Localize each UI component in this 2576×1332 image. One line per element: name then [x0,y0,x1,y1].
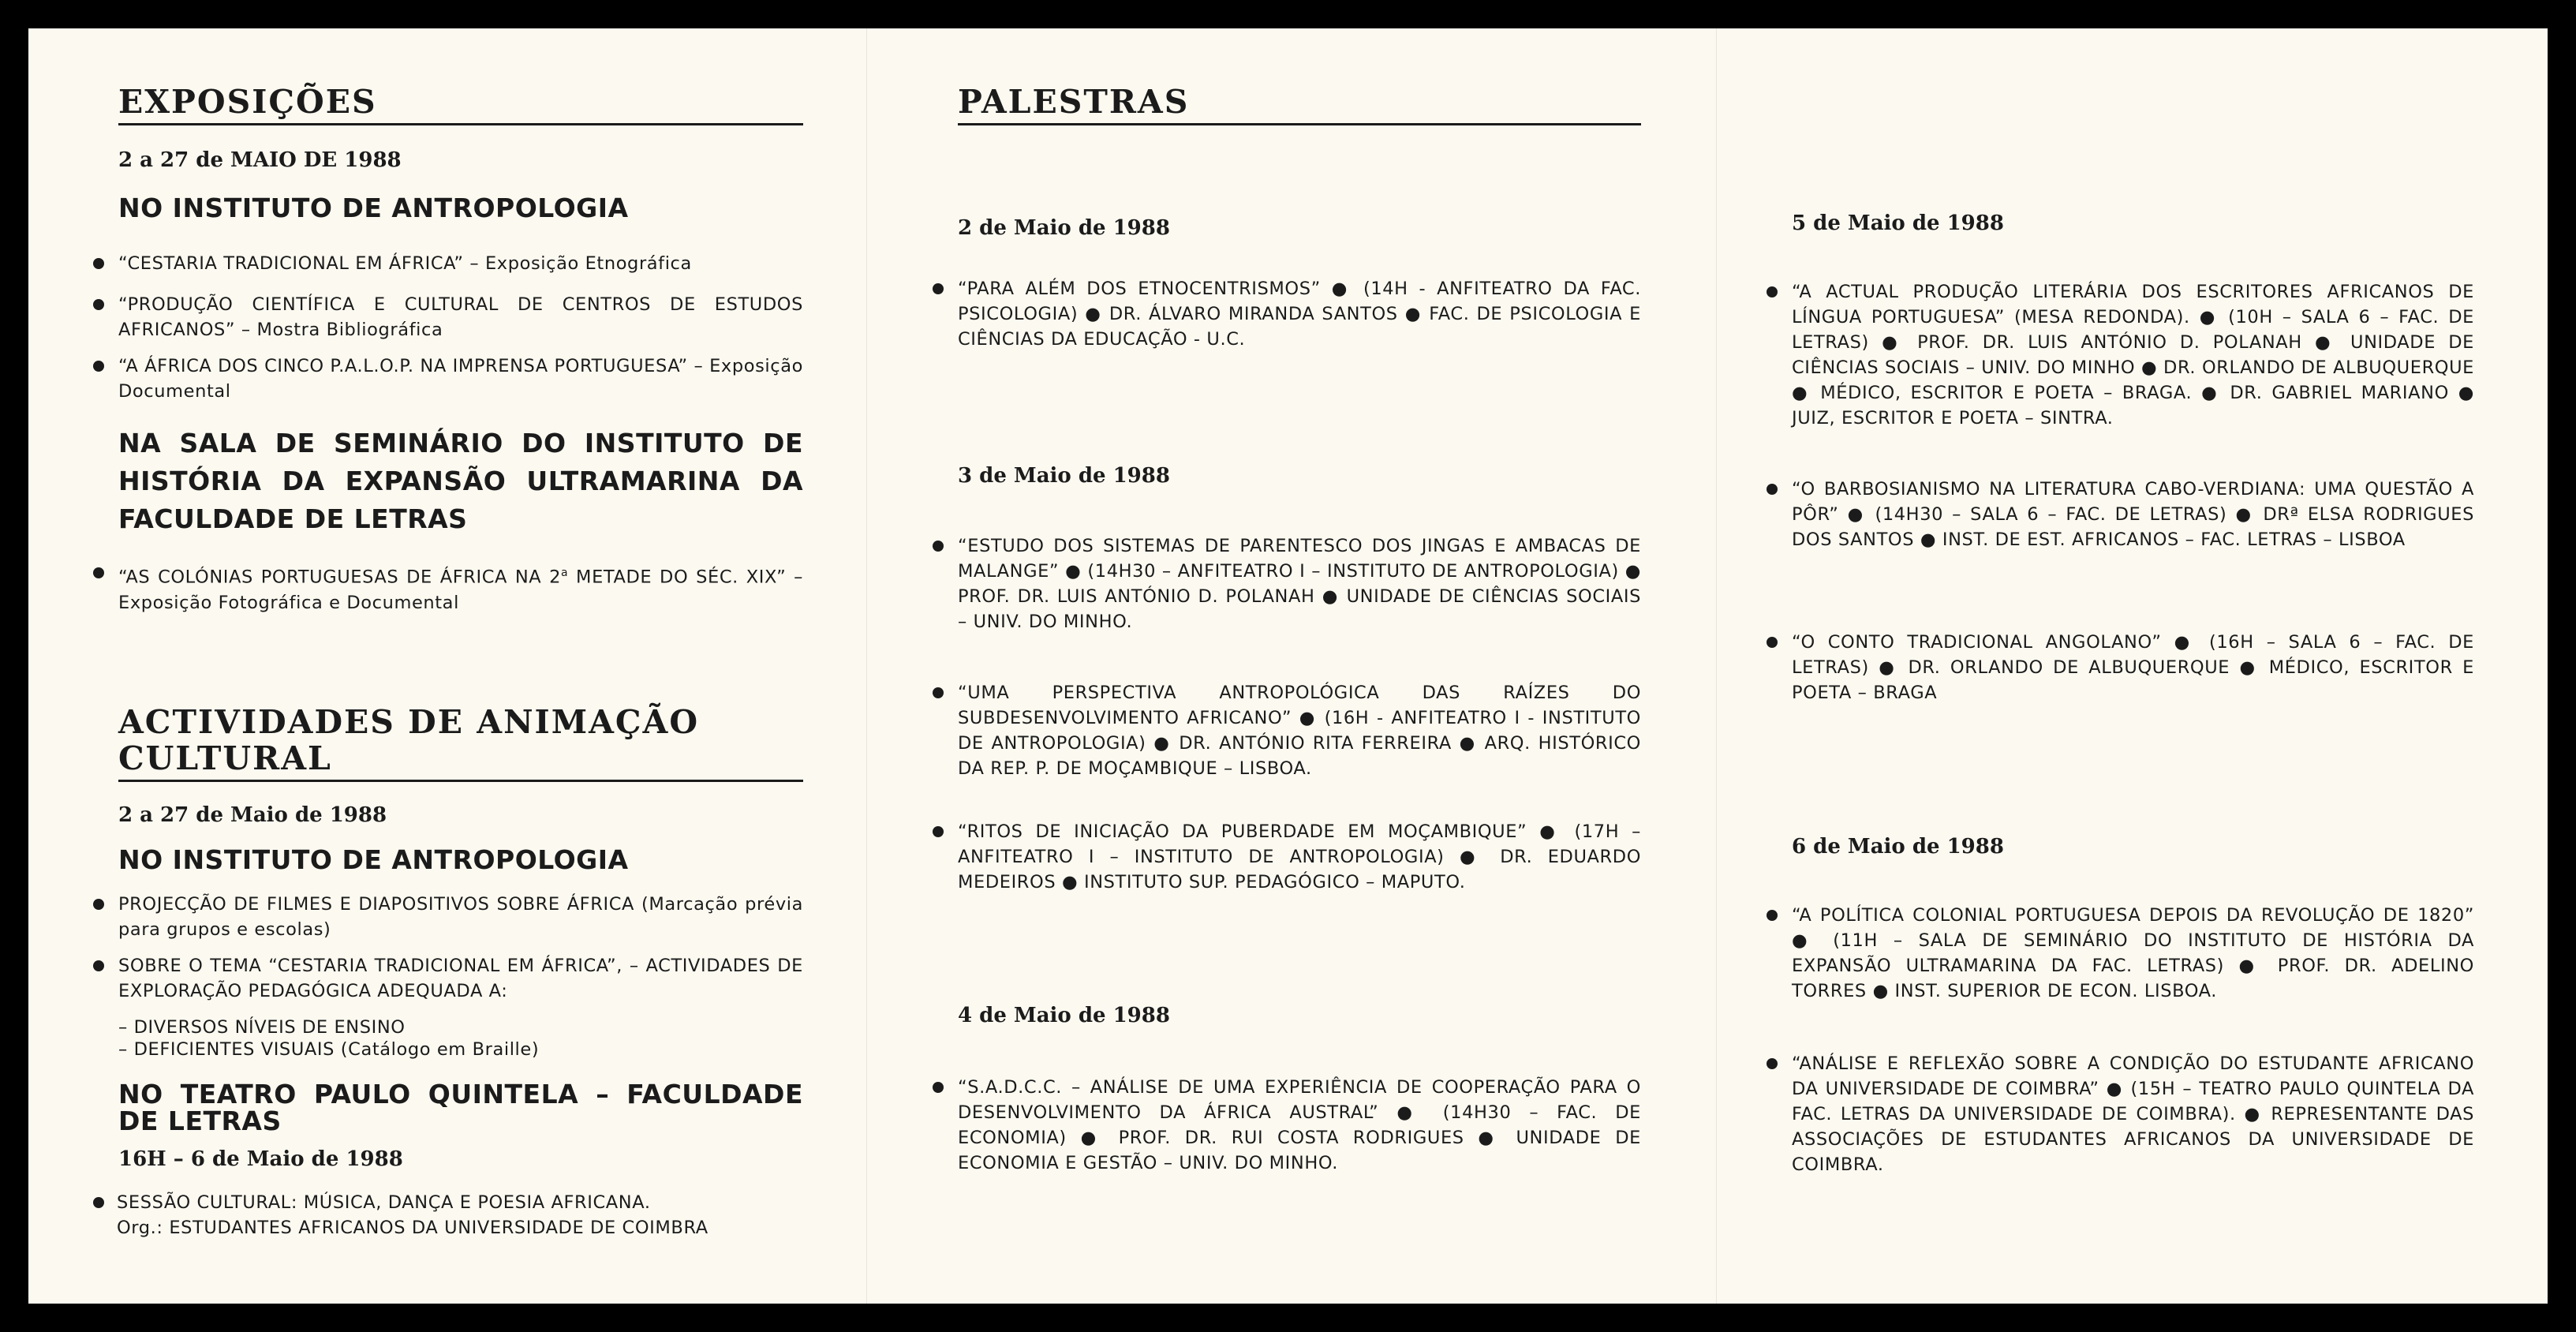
list-item: “A ÁFRICA DOS CINCO P.A.L.O.P. NA IMPRENSA PORTUGUESA” – Exposição Documental [118,354,803,404]
list-item: PROJECÇÃO DE FILMES E DIAPOSITIVOS SOBRE ÁFRICA (Marcação prévia para grupos e escolas) [118,892,803,942]
lecture-item: “RITOS DE INICIAÇÃO DA PUBERDADE EM MOÇAMBIQUE” ● (17H – ANFITEATRO I – INSTITUTO DE ANTROPOLOGIA) ● DR. EDUARDO MEDEIROS ● INSTITUTO SUP. PEDAGÓGICO – MAPUTO. [958,819,1641,895]
list-item: SESSÃO CULTURAL: MÚSICA, DANÇA E POESIA AFRICANA. [117,1190,803,1215]
bullet-icon [93,567,104,578]
bullet-icon [933,283,944,294]
lecture-item: “A POLÍTICA COLONIAL PORTUGUESA DEPOIS DA REVOLUÇÃO DE 1820” ● (11H – SALA DE SEMINÁRIO DO INSTITUTO DE HISTÓRIA DA EXPANSÃO ULTRAMARINA DA FAC. LETRAS) ● PROF. DR. ADELINO TORRES ● INST. SUPERIOR DE ECON. LISBOA. [1792,903,2474,1004]
bullet-icon [1767,910,1778,921]
bullet-icon [93,299,104,310]
bullet-icon [1767,637,1778,648]
title-rule [958,123,1641,125]
bullet-icon [93,899,104,910]
date-heading: 4 de Maio de 1988 [958,1004,1170,1027]
bullet-icon [933,1082,944,1093]
date-heading: 2 de Maio de 1988 [958,216,1170,240]
lecture-item: “O CONTO TRADICIONAL ANGOLANO” ● (16H – SALA 6 – FAC. DE LETRAS) ● DR. ORLANDO DE ALBUQUERQUE ● MÉDICO, ESCRITOR E POETA – BRAGA [1792,630,2474,705]
bullet-icon [933,687,944,698]
lecture-item: “A ACTUAL PRODUÇÃO LITERÁRIA DOS ESCRITORES AFRICANOS DE LÍNGUA PORTUGUESA” (MESA REDONDA). ● (10H – SALA 6 – FAC. DE LETRAS) ● PROF. DR. LUIS ANTÓNIO D. POLANAH ● UNIDADE DE CIÊNCIAS SOCIAIS – UNIV. DO MINHO ● DR. ORLANDO DE ALBUQUERQUE ● MÉDICO, ESCRITOR E POETA – BRAGA. ● DR. GABRIEL MARIANO ● JUIZ, ESCRITOR E POETA – SINTRA. [1792,279,2474,431]
left-panel [28,28,866,1304]
bullet-icon [93,1197,104,1208]
venue-heading: NO INSTITUTO DE ANTROPOLOGIA [118,193,629,223]
list-item: “AS COLÓNIAS PORTUGUESAS DE ÁFRICA NA 2$^a$ METADE DO SÉC. XIX” – Exposição Fotográfica e Documental [118,560,803,615]
lecture-item: “ESTUDO DOS SISTEMAS DE PARENTESCO DOS JINGAS E AMBACAS DE MALANGE” ● (14H30 – ANFITEATRO I – INSTITUTO DE ANTROPOLOGIA) ● PROF. DR. LUIS ANTÓNIO D. POLANAH ● UNIDADE DE CIÊNCIAS SOCIAIS – UNIV. DO MINHO. [958,533,1641,634]
actividades-dates: 2 a 27 de Maio de 1988 [118,803,387,827]
bullet-icon [93,960,104,971]
list-item: “CESTARIA TRADICIONAL EM ÁFRICA” – Exposição Etnográfica [118,251,803,276]
event-time: 16H – 6 de Maio de 1988 [118,1147,403,1171]
bullet-icon [1767,484,1778,495]
venue-heading: NA SALA DE SEMINÁRIO DO INSTITUTO DE HISTÓRIA DA EXPANSÃO ULTRAMARINA DA FACULDADE DE LETRAS [118,428,803,534]
right-panel [1716,28,2548,1304]
date-heading: 6 de Maio de 1988 [1792,835,2004,859]
sublist-item: – DIVERSOS NÍVEIS DE ENSINO [118,1017,406,1038]
lecture-item: “PARA ALÉM DOS ETNOCENTRISMOS” ● (14H - ANFITEATRO DA FAC. PSICOLOGIA) ● DR. ÁLVARO MIRANDA SANTOS ● FAC. DE PSICOLOGIA E CIÊNCIAS DA EDUCAÇÃO - U.C. [958,276,1641,352]
bullet-icon [933,826,944,837]
lecture-item: “S.A.D.C.C. – ANÁLISE DE UMA EXPERIÊNCIA DE COOPERAÇÃO PARA O DESENVOLVIMENTO DA ÁFRICA AUSTRAL” ● (14H30 – FAC. DE ECONOMIA) ● PROF. DR. RUI COSTA RODRIGUES ● UNIDADE DE ECONOMIA E GESTÃO – UNIV. DO MINHO. [958,1075,1641,1176]
lecture-item: “UMA PERSPECTIVA ANTROPOLÓGICA DAS RAÍZES DO SUBDESENVOLVIMENTO AFRICANO” ● (16H - ANFITEATRO I - INSTITUTO DE ANTROPOLOGIA) ● DR. ANTÓNIO RITA FERREIRA ● ARQ. HISTÓRICO DA REP. P. DE MOÇAMBIQUE – LISBOA. [958,680,1641,781]
lecture-item: “ANÁLISE E REFLEXÃO SOBRE A CONDIÇÃO DO ESTUDANTE AFRICANO DA UNIVERSIDADE DE COIMBRA” ● (15H – TEATRO PAULO QUINTELA DA FAC. LETRAS DA UNIVERSIDADE DE COIMBRA). ● REPRESENTANTE DAS ASSOCIAÇÕES DE ESTUDANTES AFRICANOS DA UNIVERSIDADE DE COIMBRA. [1792,1051,2474,1177]
list-item: SOBRE O TEMA “CESTARIA TRADICIONAL EM ÁFRICA”, – ACTIVIDADES DE EXPLORAÇÃO PEDAGÓGICA ADEQUADA A: [118,953,803,1004]
organizer-text: Org.: ESTUDANTES AFRICANOS DA UNIVERSIDADE DE COIMBRA [117,1218,708,1238]
venue-heading: NO INSTITUTO DE ANTROPOLOGIA [118,844,629,875]
date-heading: 5 de Maio de 1988 [1792,211,2004,235]
bullet-icon [93,361,104,372]
title-rule [118,123,803,125]
section-title-exposicoes: EXPOSIÇÕES [118,83,377,121]
bullet-icon [93,258,104,269]
sublist-item: – DEFICIENTES VISUAIS (Catálogo em Braille) [118,1039,540,1060]
exposicoes-dates: 2 a 27 de MAIO DE 1988 [118,148,402,172]
middle-panel [866,28,1716,1304]
list-item: “PRODUÇÃO CIENTÍFICA E CULTURAL DE CENTROS DE ESTUDOS AFRICANOS” – Mostra Bibliográfica [118,292,803,342]
bullet-icon [1767,286,1778,297]
bullet-icon [933,541,944,552]
venue-heading: NO TEATRO PAULO QUINTELA – FACULDADE DE LETRAS [118,1079,803,1136]
title-rule [118,780,803,782]
date-heading: 3 de Maio de 1988 [958,464,1170,488]
brochure-sheet [28,28,2548,1304]
section-title-palestras: PALESTRAS [958,83,1190,121]
bullet-icon [1767,1058,1778,1069]
lecture-item: “O BARBOSIANISMO NA LITERATURA CABO-VERDIANA: UMA QUESTÃO A PÔR” ● (14H30 – SALA 6 – FAC. DE LETRAS) ● DRª ELSA RODRIGUES DOS SANTOS ● INST. DE EST. AFRICANOS – FAC. LETRAS – LISBOA [1792,477,2474,552]
section-title-actividades: ACTIVIDADES DE ANIMAÇÃO CULTURAL [118,703,700,777]
